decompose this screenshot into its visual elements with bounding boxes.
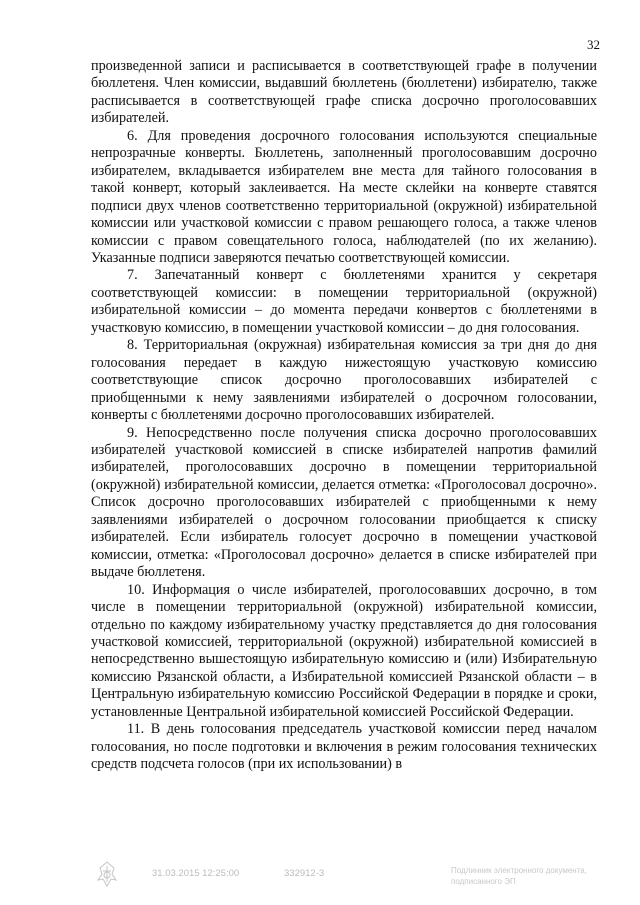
- page-number: 32: [587, 37, 600, 52]
- paragraph-8: 8. Территориальная (окружная) избирательная комиссия за три дня до дня голосования передает в каждую нижестоящую участковую комиссию соответствующие список досрочно проголосовавших избирателей с приобщенными к нему заявлениями избирателей о досрочном голосовании, конверты с бюллетенями досрочно проголосовавших избирателей.: [91, 337, 597, 424]
- paragraph-9: 9. Непосредственно после получения списка досрочно проголосовавших избирателей участковой комиссией в списке избирателей напротив фамилий избирателей, проголосовавших досрочно в помещении территориальной (окружной) избирательной комиссии, делается отметка: «Проголосовал досрочно». Список досрочно проголосовавших избирателей с приобщенными к нему заявлениями избирателей о досрочном голосовании приобщается к списку избирателей. Если избиратель голосует досрочно в помещении участковой комиссии, отметка: «Проголосовал досрочно» делается в списке избирателей при выдаче бюллетеня.: [91, 424, 597, 581]
- signature-date: 31.03.2015 12:25:00: [152, 868, 240, 879]
- paragraph-7: 7. Запечатанный конверт с бюллетенями хранится у секретаря соответствующей комиссии: в помещении территориальной (окружной) избирательной комиссии – до момента передачи конвертов с бюллетенями в участковую комиссию, в помещении участковой комиссии – до дня голосования.: [91, 267, 597, 336]
- signature-note-line-1: Подлинник электронного документа,: [451, 866, 587, 875]
- paragraph-6: 6. Для проведения досрочного голосования используются специальные непрозрачные конверты. Бюллетень, заполненный проголосовавшим досрочно избирателем, вкладывается избирателем вне места для тайного голосования в такой конверт, который заклеивается. На месте склейки на конверте ставятся подписи двух членов соответственно территориальной (окружной) избирательной комиссии или участковой комиссии с правом решающего голоса, а также членов комиссии с правом совещательного голоса, наблюдателей (по их желанию). Указанные подписи заверяются печатью соответствующей комиссии.: [91, 127, 597, 266]
- coat-of-arms-icon: [94, 860, 120, 888]
- body-text: [91, 58, 597, 774]
- signature-note-line-2: подписанного ЭП: [451, 877, 516, 886]
- electronic-signature-footer: [0, 860, 640, 890]
- signature-note: [451, 865, 601, 887]
- paragraph-10: 10. Информация о числе избирателей, проголосовавших досрочно, в том числе в помещении территориальной (окружной) избирательной комиссии, отдельно по каждому избирательному участку представляется до дня голосования участковой комиссией, территориальной (окружной) избирательной комиссией в непосредственно вышестоящую избирательную комиссию и (или) Избирательную комиссию Рязанской области, а Избирательной комиссией Рязанской области – в Центральную избирательную комиссию Российской Федерации в порядке и сроки, установленные Центральной избирательной комиссией Российской Федерации.: [91, 581, 597, 720]
- paragraph-11: 11. В день голосования председатель участковой комиссии перед началом голосования, но после подготовки и включения в режим голосования технических средств подсчета голосов (при их использовании) в: [91, 721, 597, 773]
- paragraph-continuation: произведенной записи и расписывается в соответствующей графе в получении бюллетеня. Член комиссии, выдавший бюллетень (бюллетени) избирателю, также расписывается в соответствующей графе списка досрочно проголосовавших избирателей.: [91, 58, 597, 127]
- document-id: 332912-3: [284, 868, 325, 879]
